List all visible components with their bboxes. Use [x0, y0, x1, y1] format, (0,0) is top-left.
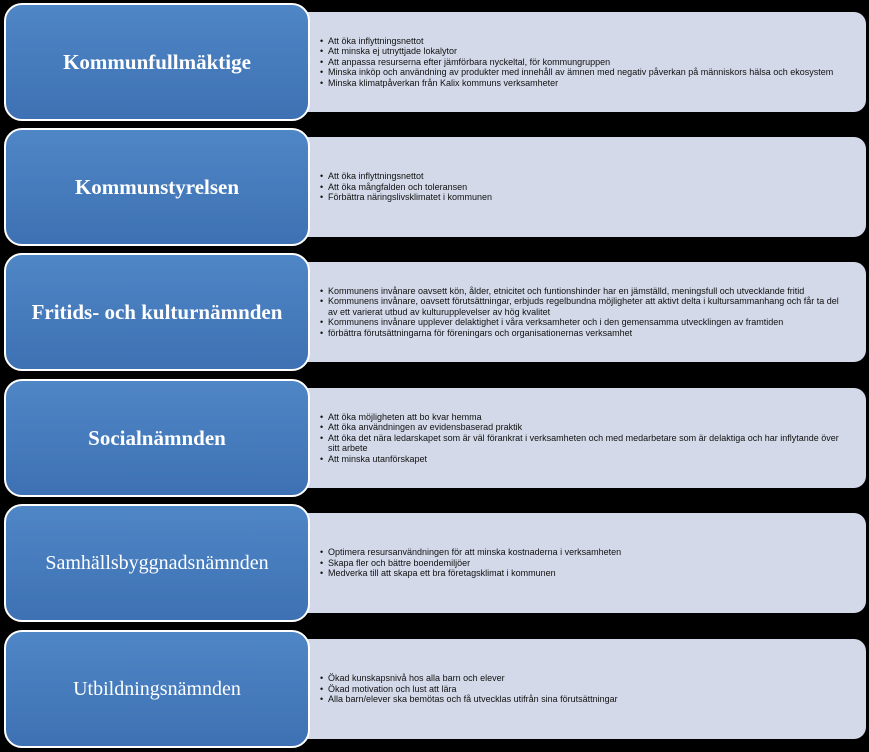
row-fritids-och-kulturnamnden	[0, 253, 869, 375]
goal-item: • Att minska ej utnyttjade lokalytor	[320, 46, 833, 57]
row-socialnamnden	[0, 379, 869, 501]
row-utbildningsnamnden	[0, 630, 869, 752]
goal-item: • Att öka inflyttningsnettot	[320, 171, 492, 182]
goals-panel	[292, 12, 866, 112]
goal-item: • förbättra förutsättningarna för föreningars och organisationernas verksamhet	[320, 328, 850, 339]
committee-title: Utbildningsnämnden	[4, 630, 310, 748]
row-kommunfullmaktige	[0, 3, 869, 125]
goal-item: • Kommunens invånare, oavsett förutsättningar, erbjuds regelbundna möjligheter att aktivt delta i kultursammanhang och får ta del av ett varierat utbud av kulturupplevelser av hög kvalitet	[320, 296, 850, 317]
goal-item: • Minska inköp och användning av produkter med innehåll av ämnen med negativ påverkan på människors hälsa och ekosystem	[320, 67, 833, 78]
goal-item: • Skapa fler och bättre boendemiljöer	[320, 558, 621, 569]
committee-title: Kommunstyrelsen	[4, 128, 310, 246]
goal-item: • Optimera resursanvändningen för att minska kostnaderna i verksamheten	[320, 547, 621, 558]
goals-list	[320, 673, 634, 705]
goals-panel	[292, 262, 866, 362]
goal-item: • Att minska utanförskapet	[320, 454, 850, 465]
goals-panel	[292, 137, 866, 237]
goal-item: • Medverka till att skapa ett bra företagsklimat i kommunen	[320, 568, 621, 579]
goals-panel	[292, 639, 866, 739]
goal-item: • Ökad motivation och lust att lära	[320, 684, 618, 695]
goal-item: • Minska klimatpåverkan från Kalix kommuns verksamheter	[320, 78, 833, 89]
goal-item: • Kommunens invånare oavsett kön, ålder, etnicitet och funtionshinder har en jämställd, meningsfull och utvecklande fritid	[320, 286, 850, 297]
goals-list	[320, 36, 849, 89]
goal-item: • Att öka inflyttningsnettot	[320, 36, 833, 47]
goal-item: • Att öka användningen av evidensbaserad praktik	[320, 422, 850, 433]
goals-panel	[292, 388, 866, 488]
goals-list	[320, 547, 637, 579]
goal-item: • Att öka möjligheten att bo kvar hemma	[320, 412, 850, 423]
goal-item: • Kommunens invånare upplever delaktighet i våra verksamheter och i den gemensamma utvecklingen av framtiden	[320, 317, 850, 328]
committee-title: Samhällsbyggnadsnämnden	[4, 504, 310, 622]
goal-item: • Att öka mångfalden och toleransen	[320, 182, 492, 193]
row-samhallsbyggnadsnamnden	[0, 504, 869, 626]
goal-item: • Att anpassa resurserna efter jämförbara nyckeltal, för kommungruppen	[320, 57, 833, 68]
goals-list	[320, 412, 866, 465]
row-kommunstyrelsen	[0, 128, 869, 250]
goal-item: • Alla barn/elever ska bemötas och få utvecklas utifrån sina förutsättningar	[320, 694, 618, 705]
goal-item: • Ökad kunskapsnivå hos alla barn och elever	[320, 673, 618, 684]
committee-title: Socialnämnden	[4, 379, 310, 497]
committee-title: Kommunfullmäktige	[4, 3, 310, 121]
goals-list	[320, 286, 866, 339]
goals-list	[320, 171, 508, 203]
goal-item: • Förbättra näringslivsklimatet i kommunen	[320, 192, 492, 203]
committee-title: Fritids- och kulturnämnden	[4, 253, 310, 371]
goals-panel	[292, 513, 866, 613]
goal-item: • Att öka det nära ledarskapet som är väl förankrat i verksamheten och med medarbetare som är delaktiga och har inflytande över sitt arbete	[320, 433, 850, 454]
